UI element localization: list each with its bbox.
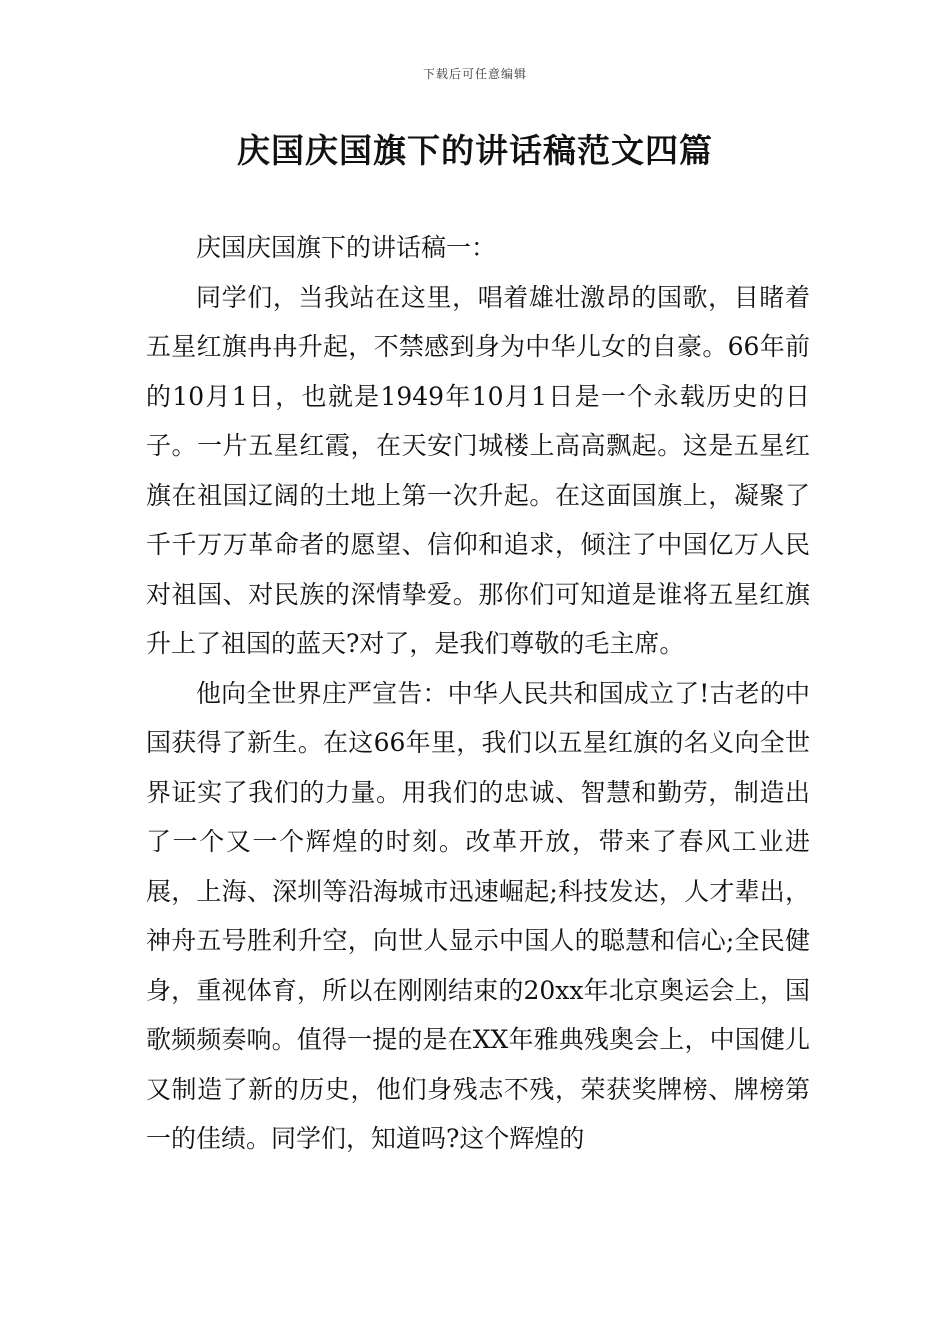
- document-body: [146, 223, 810, 1164]
- section-subheading: 庆国庆国旗下的讲话稿一：: [196, 233, 497, 262]
- body-paragraph-1: 同学们，当我站在这里，唱着雄壮激昂的国歌，目睹着五星红旗冉冉升起，不禁感到身为中华儿女的自豪。66年前的10月1日，也就是1949年10月1日是一个永载历史的日子。一片五星红霞，在天安门城楼上高高飘起。这是五星红旗在祖国辽阔的土地上第一次升起。在这面国旗上，凝聚了千千万万革命者的愿望、信仰和追求，倾注了中国亿万人民对祖国、对民族的深情挚爱。那你们可知道是谁将五星红旗升上了祖国的蓝天?对了，是我们尊敬的毛主席。: [146, 282, 810, 658]
- document-title: 庆国庆国旗下的讲话稿范文四篇: [237, 131, 713, 170]
- body-paragraph-2: 他向全世界庄严宣告：中华人民共和国成立了!古老的中国获得了新生。在这66年里，我们以五星红旗的名义向全世界证实了我们的力量。用我们的忠诚、智慧和勤劳，制造出了一个又一个辉煌的时刻。改革开放，带来了春风工业进展，上海、深圳等沿海城市迅速崛起;科技发达，人才辈出，神舟五号胜利升空，向世人显示中国人的聪慧和信心;全民健身，重视体育，所以在刚刚结束的20xx年北京奥运会上，国歌频频奏响。值得一提的是在XX年雅典残奥会上，中国健儿又制造了新的历史，他们身残志不残，荣获奖牌榜、牌榜第一的佳绩。同学们，知道吗?这个辉煌的: [146, 678, 810, 1153]
- header-note: 下载后可任意编辑: [422, 67, 527, 81]
